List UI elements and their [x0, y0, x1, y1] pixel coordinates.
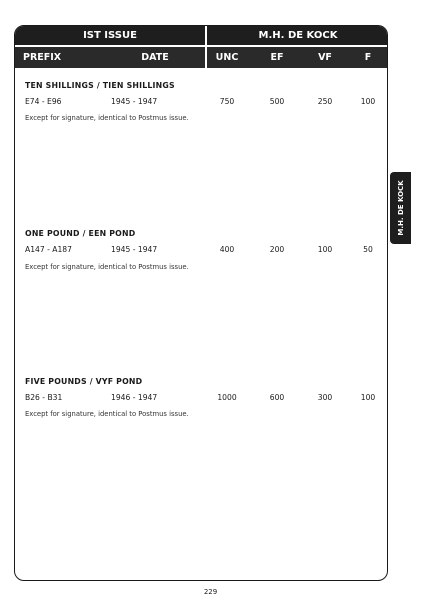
- governor-title: M.H. DE KOCK: [258, 30, 338, 41]
- col-prefix: PREFIX: [23, 52, 62, 63]
- f-value: 100: [360, 393, 376, 402]
- section-note: Except for signature, identical to Postmus issue.: [25, 263, 189, 271]
- section-note: Except for signature, identical to Postmus issue.: [25, 114, 189, 122]
- vf-value: 300: [317, 393, 333, 402]
- prefix-value: A147 - A187: [25, 245, 72, 254]
- date-value: 1946 - 1947: [111, 393, 158, 402]
- col-vf: VF: [318, 52, 332, 63]
- date-value: 1945 - 1947: [111, 245, 158, 254]
- header-divider: [205, 26, 207, 68]
- col-ef: EF: [270, 52, 284, 63]
- col-unc: UNC: [215, 52, 239, 63]
- ef-value: 200: [269, 245, 285, 254]
- f-value: 100: [360, 97, 376, 106]
- page-number: 229: [203, 588, 218, 596]
- prefix-value: E74 - E96: [25, 97, 62, 106]
- section-note: Except for signature, identical to Postmus issue.: [25, 410, 189, 418]
- ef-value: 500: [269, 97, 285, 106]
- date-value: 1945 - 1947: [111, 97, 158, 106]
- unc-value: 1000: [217, 393, 237, 402]
- side-tab: [390, 172, 411, 244]
- unc-value: 750: [219, 97, 235, 106]
- unc-value: 400: [219, 245, 235, 254]
- section-title: FIVE POUNDS / VYF POND: [25, 377, 143, 386]
- section-title: ONE POUND / EEN POND: [25, 229, 136, 238]
- header-title-bar: [15, 26, 387, 45]
- f-value: 50: [363, 245, 373, 254]
- col-date: DATE: [141, 52, 169, 63]
- column-header-bar: [15, 47, 387, 68]
- col-f: F: [364, 52, 372, 63]
- vf-value: 100: [317, 245, 333, 254]
- issue-title: IST ISSUE: [83, 30, 137, 41]
- vf-value: 250: [317, 97, 333, 106]
- section-title: TEN SHILLINGS / TIEN SHILLINGS: [25, 81, 175, 90]
- prefix-value: B26 - B31: [25, 393, 63, 402]
- price-table-frame: [14, 25, 388, 581]
- side-tab-label: M.H. DE KOCK: [396, 180, 405, 236]
- ef-value: 600: [269, 393, 285, 402]
